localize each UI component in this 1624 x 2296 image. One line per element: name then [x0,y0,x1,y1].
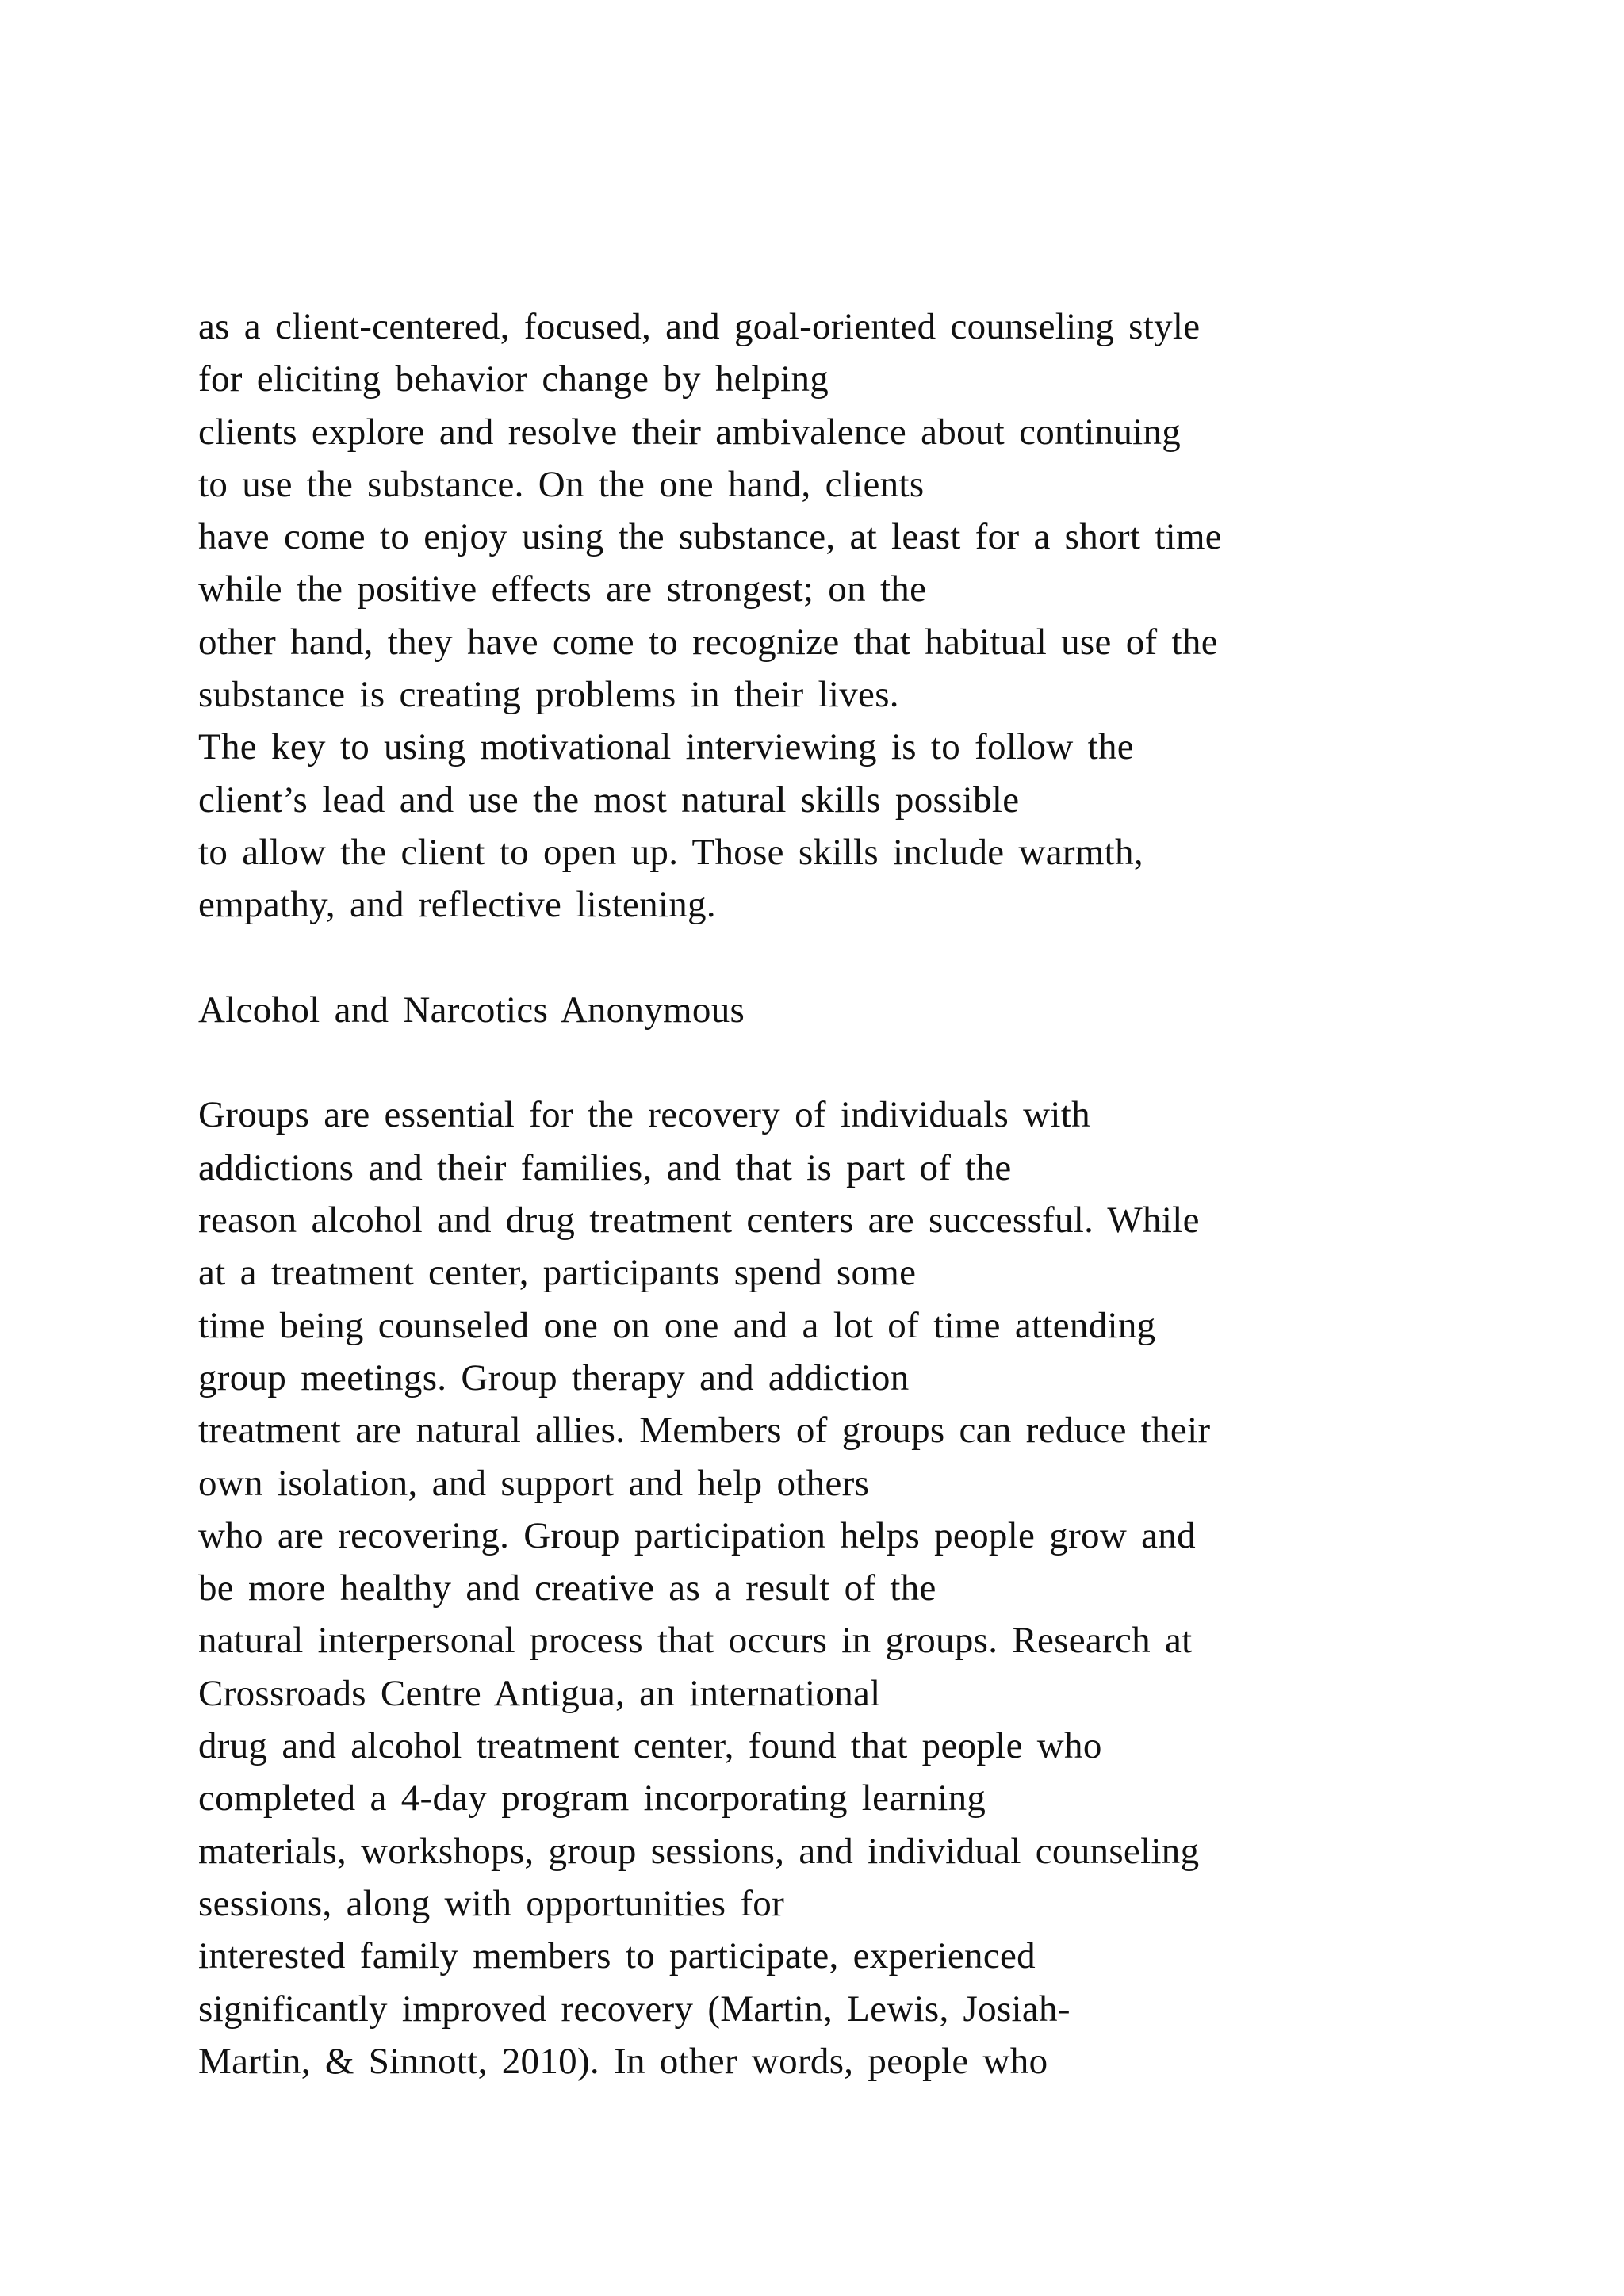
text-line: Martin, & Sinnott, 2010). In other words, people who [198,2040,1048,2082]
text-line: to allow the client to open up. Those skills include warmth, [198,831,1143,873]
text-line: as a client-centered, focused, and goal-oriented counseling style [198,306,1201,347]
text-line: be more healthy and creative as a result of the [198,1567,936,1609]
text-line: drug and alcohol treatment center, found that people who [198,1725,1102,1767]
text-line: reason alcohol and drug treatment centers are successful. While [198,1200,1200,1242]
text-line: while the positive effects are strongest; on the [198,568,927,610]
text-line: The key to using motivational interviewing is to follow the [198,726,1134,768]
text-line: natural interpersonal process that occurs in groups. Research at [198,1620,1193,1662]
paragraph-spacer [198,1036,1483,1089]
text-line: own isolation, and support and help others [198,1462,870,1504]
text-line: significantly improved recovery (Martin, Lewis, Josiah- [198,1988,1071,2030]
text-line: Crossroads Centre Antigua, an international [198,1672,881,1714]
text-line: interested family members to participate, experienced [198,1935,1036,1977]
text-line: client’s lead and use the most natural skills possible [198,779,1020,821]
text-line: Groups are essential for the recovery of individuals with [198,1094,1090,1136]
text-line: for eliciting behavior change by helping [198,358,829,400]
text-line: who are recovering. Group participation helps people grow and [198,1514,1196,1556]
text-line: time being counseled one on one and a lot of time attending [198,1304,1156,1346]
text-line: to use the substance. On the one hand, clients [198,463,925,505]
text-line: sessions, along with opportunities for [198,1882,785,1924]
text-line: substance is creating problems in their lives. [198,674,899,716]
text-line: treatment are natural allies. Members of groups can reduce their [198,1410,1211,1452]
text-line: materials, workshops, group sessions, and individual counseling [198,1830,1200,1872]
paragraph-motivational-interviewing [198,300,1483,932]
text-line: have come to enjoy using the substance, at least for a short time [198,516,1222,558]
paragraph-groups-recovery [198,1089,1483,2087]
text-line: completed a 4-day program incorporating learning [198,1777,986,1820]
text-line: at a treatment center, participants spend some [198,1252,917,1294]
text-line: clients explore and resolve their ambivalence about continuing [198,411,1182,453]
text-line: empathy, and reflective listening. [198,884,716,926]
paragraph-spacer [198,932,1483,984]
text-line: addictions and their families, and that is part of the [198,1146,1012,1188]
document-body [198,300,1483,2087]
text-line: other hand, they have come to recognize that habitual use of the [198,621,1218,663]
section-heading: Alcohol and Narcotics Anonymous [198,989,745,1031]
text-line: group meetings. Group therapy and addiction [198,1357,910,1399]
